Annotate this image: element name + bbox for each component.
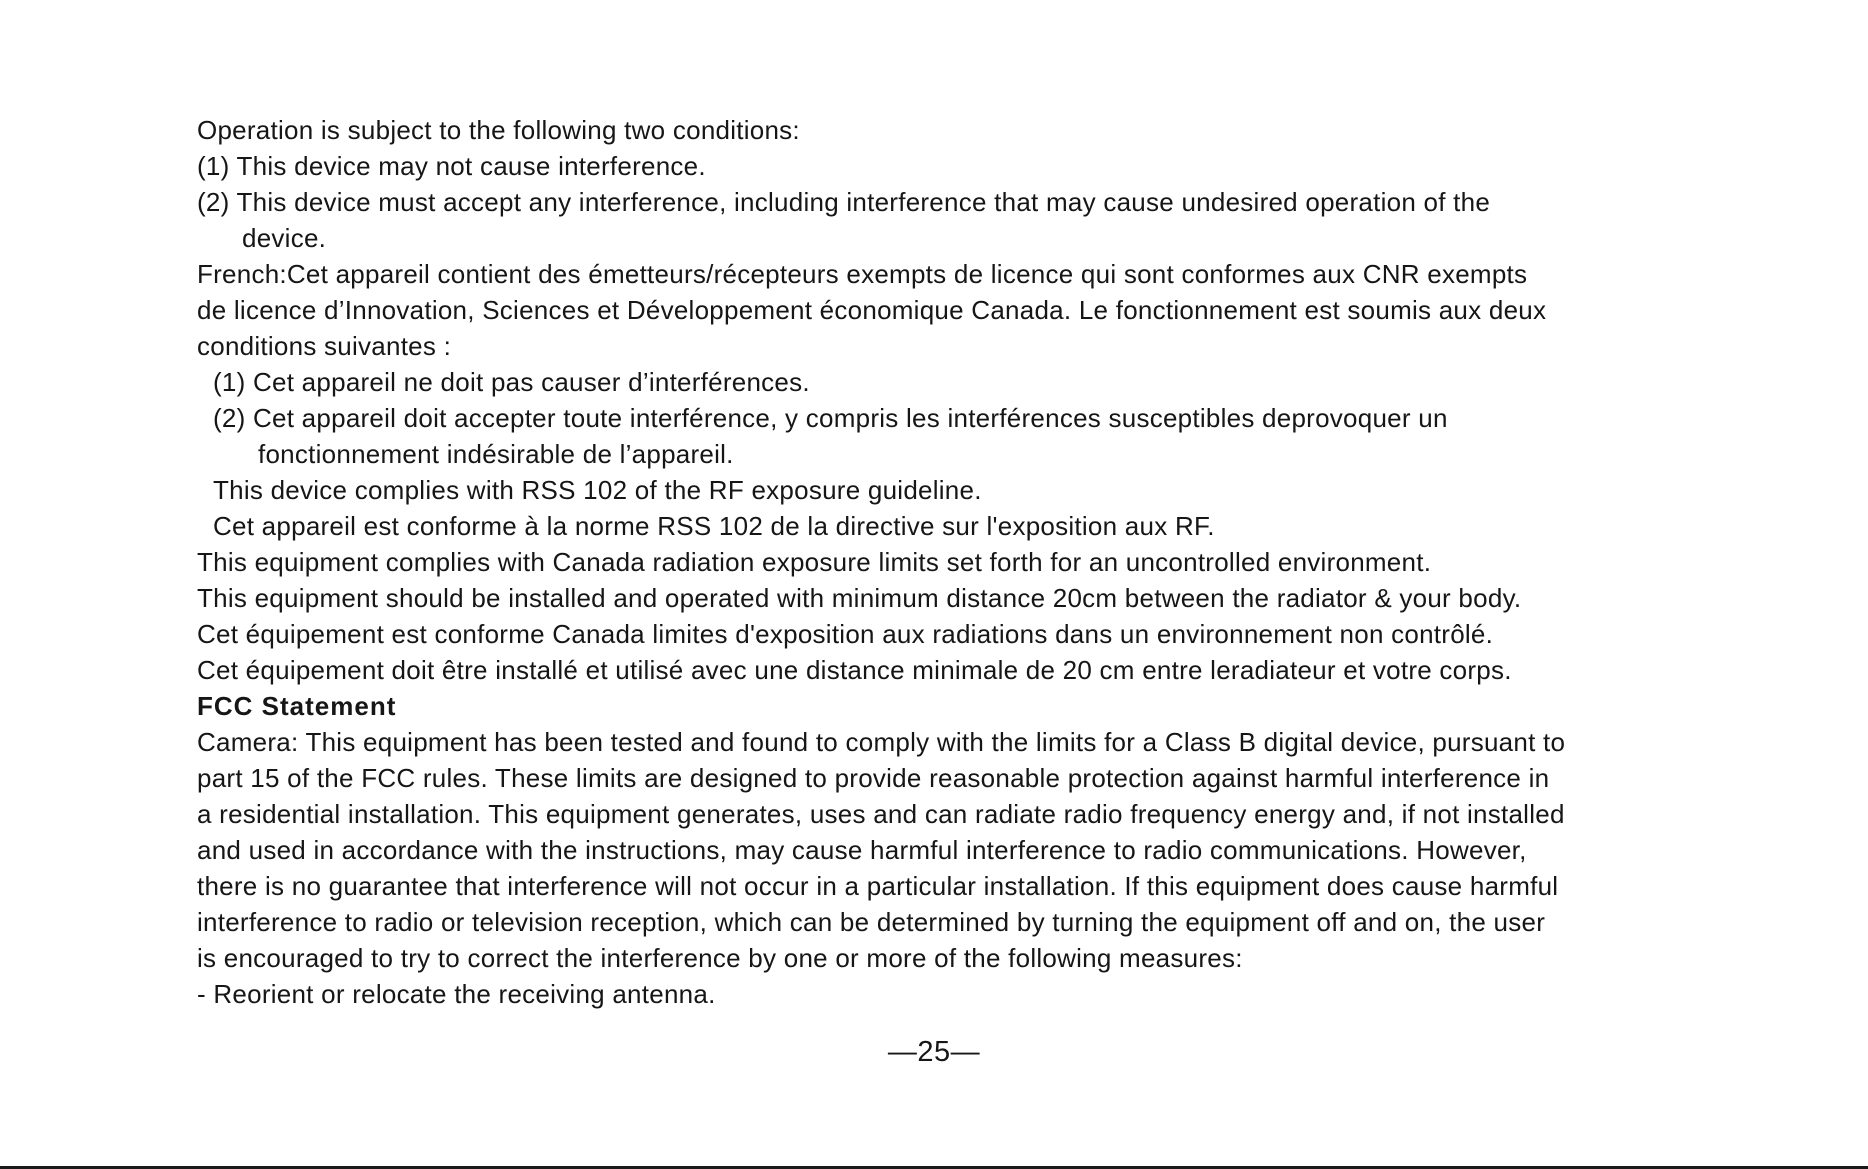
distance-requirement-english: This equipment should be installed and operated with minimum distance 20cm between the radiator & your body. <box>197 583 1522 613</box>
french-condition-2-continued: fonctionnement indésirable de l’appareil. <box>258 439 734 469</box>
fcc-paragraph-line-2: part 15 of the FCC rules. These limits are designed to provide reasonable protection against harmful interference in <box>197 763 1550 793</box>
rss-compliance-english: This device complies with RSS 102 of the RF exposure guideline. <box>213 475 982 505</box>
french-statement-line-2: de licence d’Innovation, Sciences et Développement économique Canada. Le fonctionnement est soumis aux deux <box>197 295 1547 325</box>
french-condition-2: (2) Cet appareil doit accepter toute interférence, y compris les interférences susceptibles deprovoquer un <box>213 403 1448 433</box>
french-statement-line-3: conditions suivantes : <box>197 331 452 361</box>
condition-1: (1) This device may not cause interference. <box>197 151 706 181</box>
radiation-limits-english: This equipment complies with Canada radiation exposure limits set forth for an uncontrolled environment. <box>197 547 1432 577</box>
conditions-intro: Operation is subject to the following two conditions: <box>197 115 800 145</box>
fcc-paragraph-line-3: a residential installation. This equipment generates, uses and can radiate radio frequency energy and, if not installed <box>197 799 1565 829</box>
measure-reorient-antenna: - Reorient or relocate the receiving antenna. <box>197 979 716 1009</box>
radiation-limits-french: Cet équipement est conforme Canada limites d'exposition aux radiations dans un environnement non contrôlé. <box>197 619 1494 649</box>
fcc-paragraph-line-1: Camera: This equipment has been tested and found to comply with the limits for a Class B digital device, pursuant to <box>197 727 1566 757</box>
condition-2: (2) This device must accept any interference, including interference that may cause undesired operation of the <box>197 187 1491 217</box>
fcc-paragraph-line-6: interference to radio or television reception, which can be determined by turning the equipment off and on, the user <box>197 907 1546 937</box>
page-number: —25— <box>887 1036 981 1068</box>
french-condition-1: (1) Cet appareil ne doit pas causer d’interférences. <box>213 367 810 397</box>
fcc-statement-heading: FCC Statement <box>197 691 397 721</box>
french-statement-line-1: French:Cet appareil contient des émetteurs/récepteurs exempts de licence qui sont conformes aux CNR exempts <box>197 259 1528 289</box>
distance-requirement-french: Cet équipement doit être installé et utilisé avec une distance minimale de 20 cm entre leradiateur et votre corps. <box>197 655 1512 685</box>
rss-compliance-french: Cet appareil est conforme à la norme RSS 102 de la directive sur l'exposition aux RF. <box>213 511 1215 541</box>
page-body <box>197 112 1717 1012</box>
condition-2-continued: device. <box>242 223 327 253</box>
fcc-paragraph-line-4: and used in accordance with the instructions, may cause harmful interference to radio communications. However, <box>197 835 1527 865</box>
fcc-paragraph-line-5: there is no guarantee that interference will not occur in a particular installation. If this equipment does cause harmful <box>197 871 1559 901</box>
fcc-paragraph-line-7: is encouraged to try to correct the interference by one or more of the following measures: <box>197 943 1243 973</box>
